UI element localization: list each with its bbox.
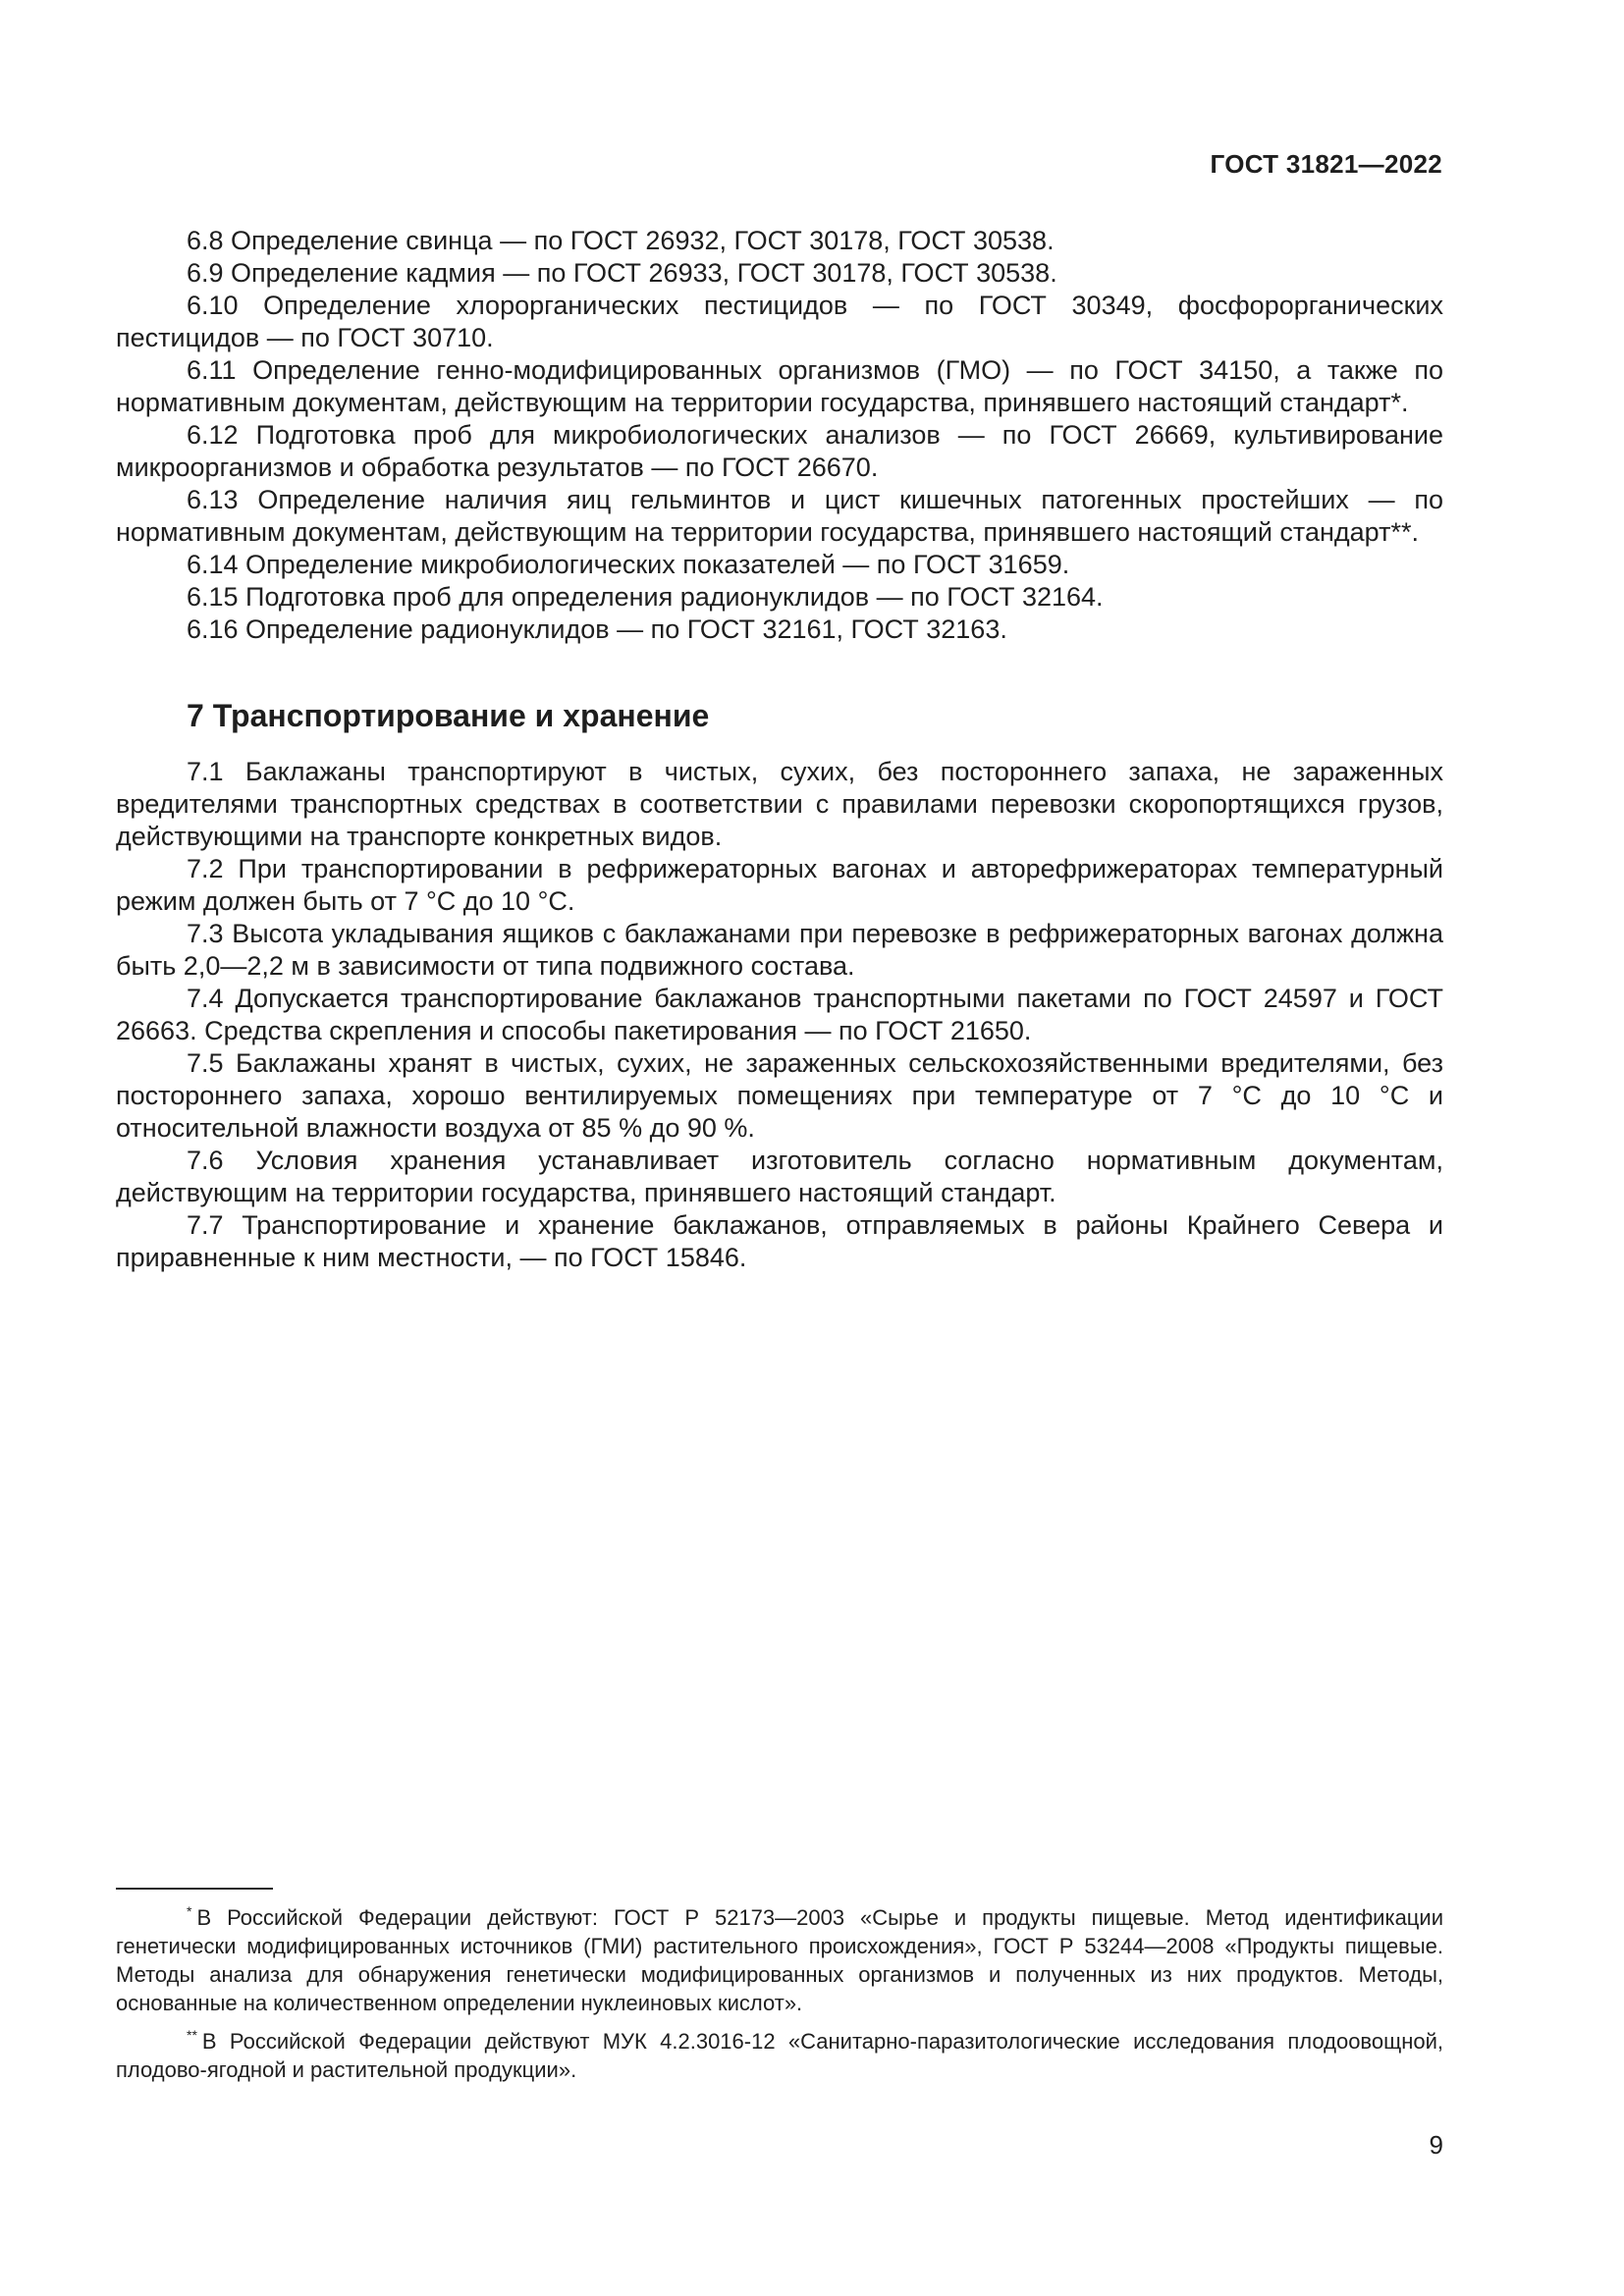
footnote-marker: * [187, 1903, 192, 1919]
clause-7-3: 7.3 Высота укладывания ящиков с баклажанами при перевозке в рефрижераторных вагонах должна быть 2,0—2,2 м в зависимости от типа подвижного состава. [116, 919, 1443, 981]
footnote-text: В Российской Федерации действуют: ГОСТ Р 52173—2003 «Сырье и продукты пищевые. Метод идентификации генетически модифицированных источников (ГМИ) растительного происхождения», ГОСТ Р 53244—2008 «Продукты пищевые. Методы анализа для обнаружения генетически модифицированных организмов и полученных из них продуктов. Методы, основанные на количественном определении нуклеиновых кислот». [116, 1905, 1443, 2015]
footnote-2 [116, 2021, 1443, 2084]
clause-6-11: 6.11 Определение генно-модифицированных организмов (ГМО) — по ГОСТ 34150, а также по нормативным документам, действующим на территории государства, принявшего настоящий стандарт*. [116, 355, 1443, 417]
clause-6-12: 6.12 Подготовка проб для микробиологических анализов — по ГОСТ 26669, культивирование микроорганизмов и обработка результатов — по ГОСТ 26670. [116, 420, 1443, 482]
footnote-text: В Российской Федерации действуют МУК 4.2.3016-12 «Санитарно-паразитологические исследования плодоовощной, плодово-ягодной и растительной продукции». [116, 2029, 1443, 2082]
section-7-heading: 7 Транспортирование и хранение [187, 698, 710, 733]
clause-7-5: 7.5 Баклажаны хранят в чистых, сухих, не зараженных сельскохозяйственными вредителями, без постороннего запаха, хорошо вентилируемых помещениях при температуре от 7 °С до 10 °С и относительной влажности воздуха от 85 % до 90 %. [116, 1048, 1443, 1143]
clause-7-6: 7.6 Условия хранения устанавливает изготовитель согласно нормативным документам, действующим на территории государства, принявшего настоящий стандарт. [116, 1146, 1443, 1207]
clause-7-1: 7.1 Баклажаны транспортируют в чистых, сухих, без постороннего запаха, не зараженных вредителями транспортных средствах в соответствии с правилами перевозки скоропортящихся грузов, действующими на транспорте конкретных видов. [116, 757, 1443, 851]
section-7 [116, 696, 1443, 1274]
footnote-marker: ** [187, 2027, 197, 2043]
clause-7-2: 7.2 При транспортировании в рефрижераторных вагонах и авторефрижераторах температурный режим должен быть от 7 °С до 10 °С. [116, 854, 1443, 916]
footnotes [116, 1897, 1443, 2088]
clause-7-7: 7.7 Транспортирование и хранение баклажанов, отправляемых в районы Крайнего Севера и приравненные к ним местности, — по ГОСТ 15846. [116, 1210, 1443, 1272]
section-6-text [116, 225, 1443, 646]
document-code-header: ГОСТ 31821—2022 [1210, 149, 1442, 179]
page-number: 9 [1429, 2130, 1443, 2160]
clause-6-16: 6.16 Определение радионуклидов — по ГОСТ 32161, ГОСТ 32163. [187, 614, 1007, 644]
footnote-1 [116, 1897, 1443, 2017]
clause-6-15: 6.15 Подготовка проб для определения радионуклидов — по ГОСТ 32164. [187, 582, 1104, 612]
clause-6-14: 6.14 Определение микробиологических показателей — по ГОСТ 31659. [187, 550, 1070, 579]
clause-6-8: 6.8 Определение свинца — по ГОСТ 26932, ГОСТ 30178, ГОСТ 30538. [187, 226, 1055, 255]
clause-6-9: 6.9 Определение кадмия — по ГОСТ 26933, ГОСТ 30178, ГОСТ 30538. [187, 258, 1057, 288]
clause-6-13: 6.13 Определение наличия яиц гельминтов и цист кишечных патогенных простейших — по нормативным документам, действующим на территории государства, принявшего настоящий стандарт**. [116, 485, 1443, 547]
clause-6-10: 6.10 Определение хлорорганических пестицидов — по ГОСТ 30349, фосфорорганических пестицидов — по ГОСТ 30710. [116, 291, 1443, 352]
clause-7-4: 7.4 Допускается транспортирование баклажанов транспортными пакетами по ГОСТ 24597 и ГОСТ 26663. Средства скрепления и способы пакетирования — по ГОСТ 21650. [116, 984, 1443, 1045]
footnote-separator [116, 1888, 273, 1890]
